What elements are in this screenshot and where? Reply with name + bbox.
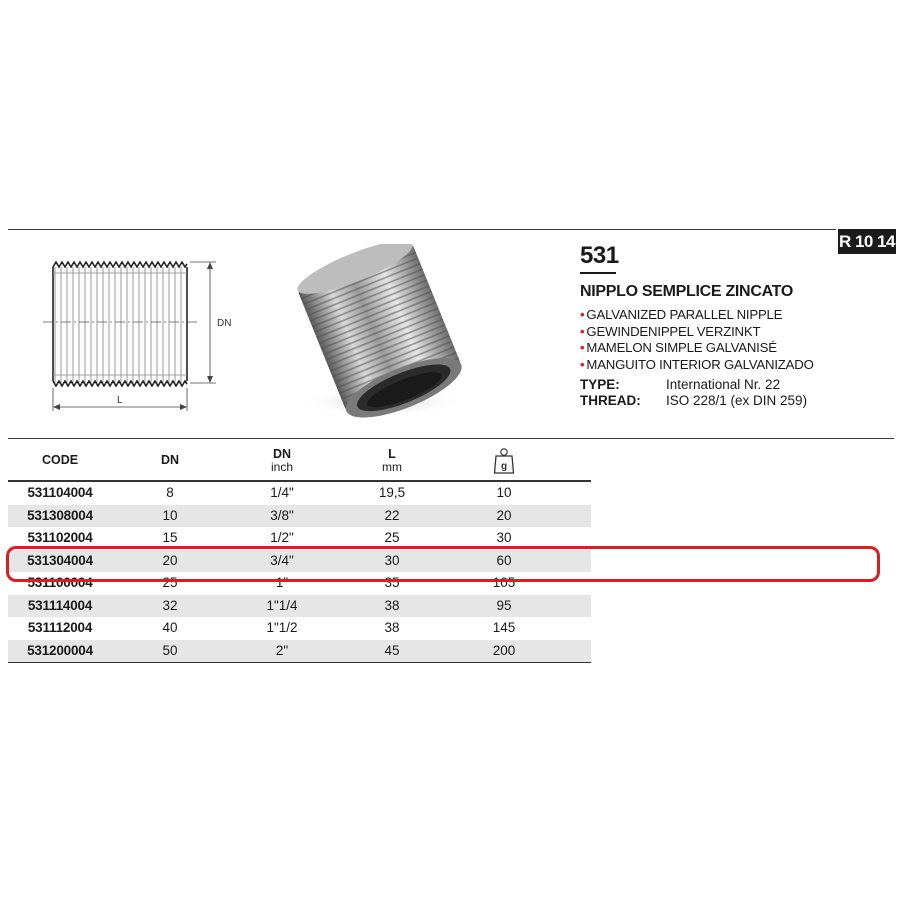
technical-drawing <box>40 255 250 415</box>
cell-dn-inch: 1"1/4 <box>266 597 298 613</box>
cell-weight: 10 <box>496 485 512 500</box>
top-divider <box>8 229 836 230</box>
cell-dn: 25 <box>162 575 178 590</box>
cell-dn-inch: 1" <box>275 575 289 590</box>
name-line-en: • GALVANIZED PARALLEL NIPPLE <box>580 307 783 322</box>
product-title: NIPPLO SEMPLICE ZINCATO <box>580 283 793 300</box>
section-divider <box>8 438 894 439</box>
table-row <box>8 482 591 505</box>
cell-code: 531304004 <box>27 552 93 568</box>
cell-weight: 30 <box>496 530 512 545</box>
cell-dn: 50 <box>162 642 178 658</box>
cell-l: 38 <box>384 597 400 613</box>
spec-type: TYPE: International Nr. 22 <box>580 377 781 392</box>
bullet-icon: • <box>580 356 585 372</box>
cell-dn-inch: 1/2" <box>270 530 294 545</box>
cell-l: 45 <box>384 642 400 658</box>
cell-code: 531308004 <box>27 507 93 523</box>
cell-dn-inch: 2" <box>275 642 289 658</box>
bullet-icon: • <box>580 340 585 355</box>
product-names <box>580 307 814 373</box>
bullet-icon: • <box>580 323 585 339</box>
product-code-underline <box>580 272 616 274</box>
weight-icon <box>493 447 515 475</box>
cell-weight: 95 <box>496 597 512 613</box>
l-label: L <box>117 395 123 406</box>
cell-code: 531200004 <box>27 642 93 658</box>
table-row <box>8 640 591 663</box>
cell-weight: 20 <box>496 507 512 523</box>
cell-dn: 10 <box>162 507 178 523</box>
header-code: CODE <box>41 453 79 467</box>
cell-code: 531102004 <box>27 530 93 545</box>
product-code: 531 <box>580 242 619 269</box>
table-row <box>8 505 591 528</box>
cell-dn: 8 <box>166 485 174 500</box>
dn-label: DN <box>217 318 232 329</box>
header-weight <box>454 441 554 480</box>
cell-weight: 145 <box>492 620 516 635</box>
spec-thread: THREAD: ISO 228/1 (ex DIN 259) <box>580 393 808 408</box>
cell-weight: 60 <box>496 552 512 568</box>
cell-dn-inch: 3/8" <box>270 507 294 523</box>
cell-dn-inch: 3/4" <box>270 552 294 568</box>
cell-dn-inch: 1"1/2 <box>266 620 298 635</box>
cell-code: 531112004 <box>27 620 93 635</box>
table-bottom-rule <box>8 662 591 663</box>
cell-dn: 32 <box>162 597 178 613</box>
cell-l: 25 <box>384 530 400 545</box>
table-row <box>8 595 591 618</box>
cell-l: 22 <box>384 507 400 523</box>
weight-unit: g <box>500 460 508 472</box>
product-photo <box>282 244 472 419</box>
table-row <box>8 617 591 640</box>
cell-dn: 20 <box>162 552 178 568</box>
series-badge: R 10 14 <box>838 229 896 254</box>
bullet-icon: • <box>580 307 585 322</box>
cell-weight: 200 <box>492 642 516 658</box>
header-dn: DN <box>160 453 180 467</box>
cell-l: 30 <box>384 552 400 568</box>
name-line-fr: • MAMELON SIMPLE GALVANISÉ <box>580 340 777 355</box>
cell-code: 531104004 <box>27 485 93 500</box>
name-line-es: • MANGUITO INTERIOR GALVANIZADO <box>580 356 814 372</box>
header-dn-inch: DN inch <box>270 446 293 474</box>
cell-code: 531114004 <box>27 597 93 613</box>
cell-l: 38 <box>384 620 400 635</box>
cell-l: 35 <box>384 575 400 590</box>
table-header <box>8 441 591 482</box>
cell-code: 531100004 <box>27 575 93 590</box>
header-l: L mm <box>382 446 402 474</box>
cell-dn-inch: 1/4" <box>270 485 294 500</box>
cell-weight: 105 <box>492 575 516 590</box>
cell-dn: 15 <box>162 530 178 545</box>
cell-dn: 40 <box>162 620 178 635</box>
cell-l: 19,5 <box>378 485 406 500</box>
name-line-de: • GEWINDENIPPEL VERZINKT <box>580 323 761 339</box>
highlighted-row-outline <box>6 546 880 582</box>
